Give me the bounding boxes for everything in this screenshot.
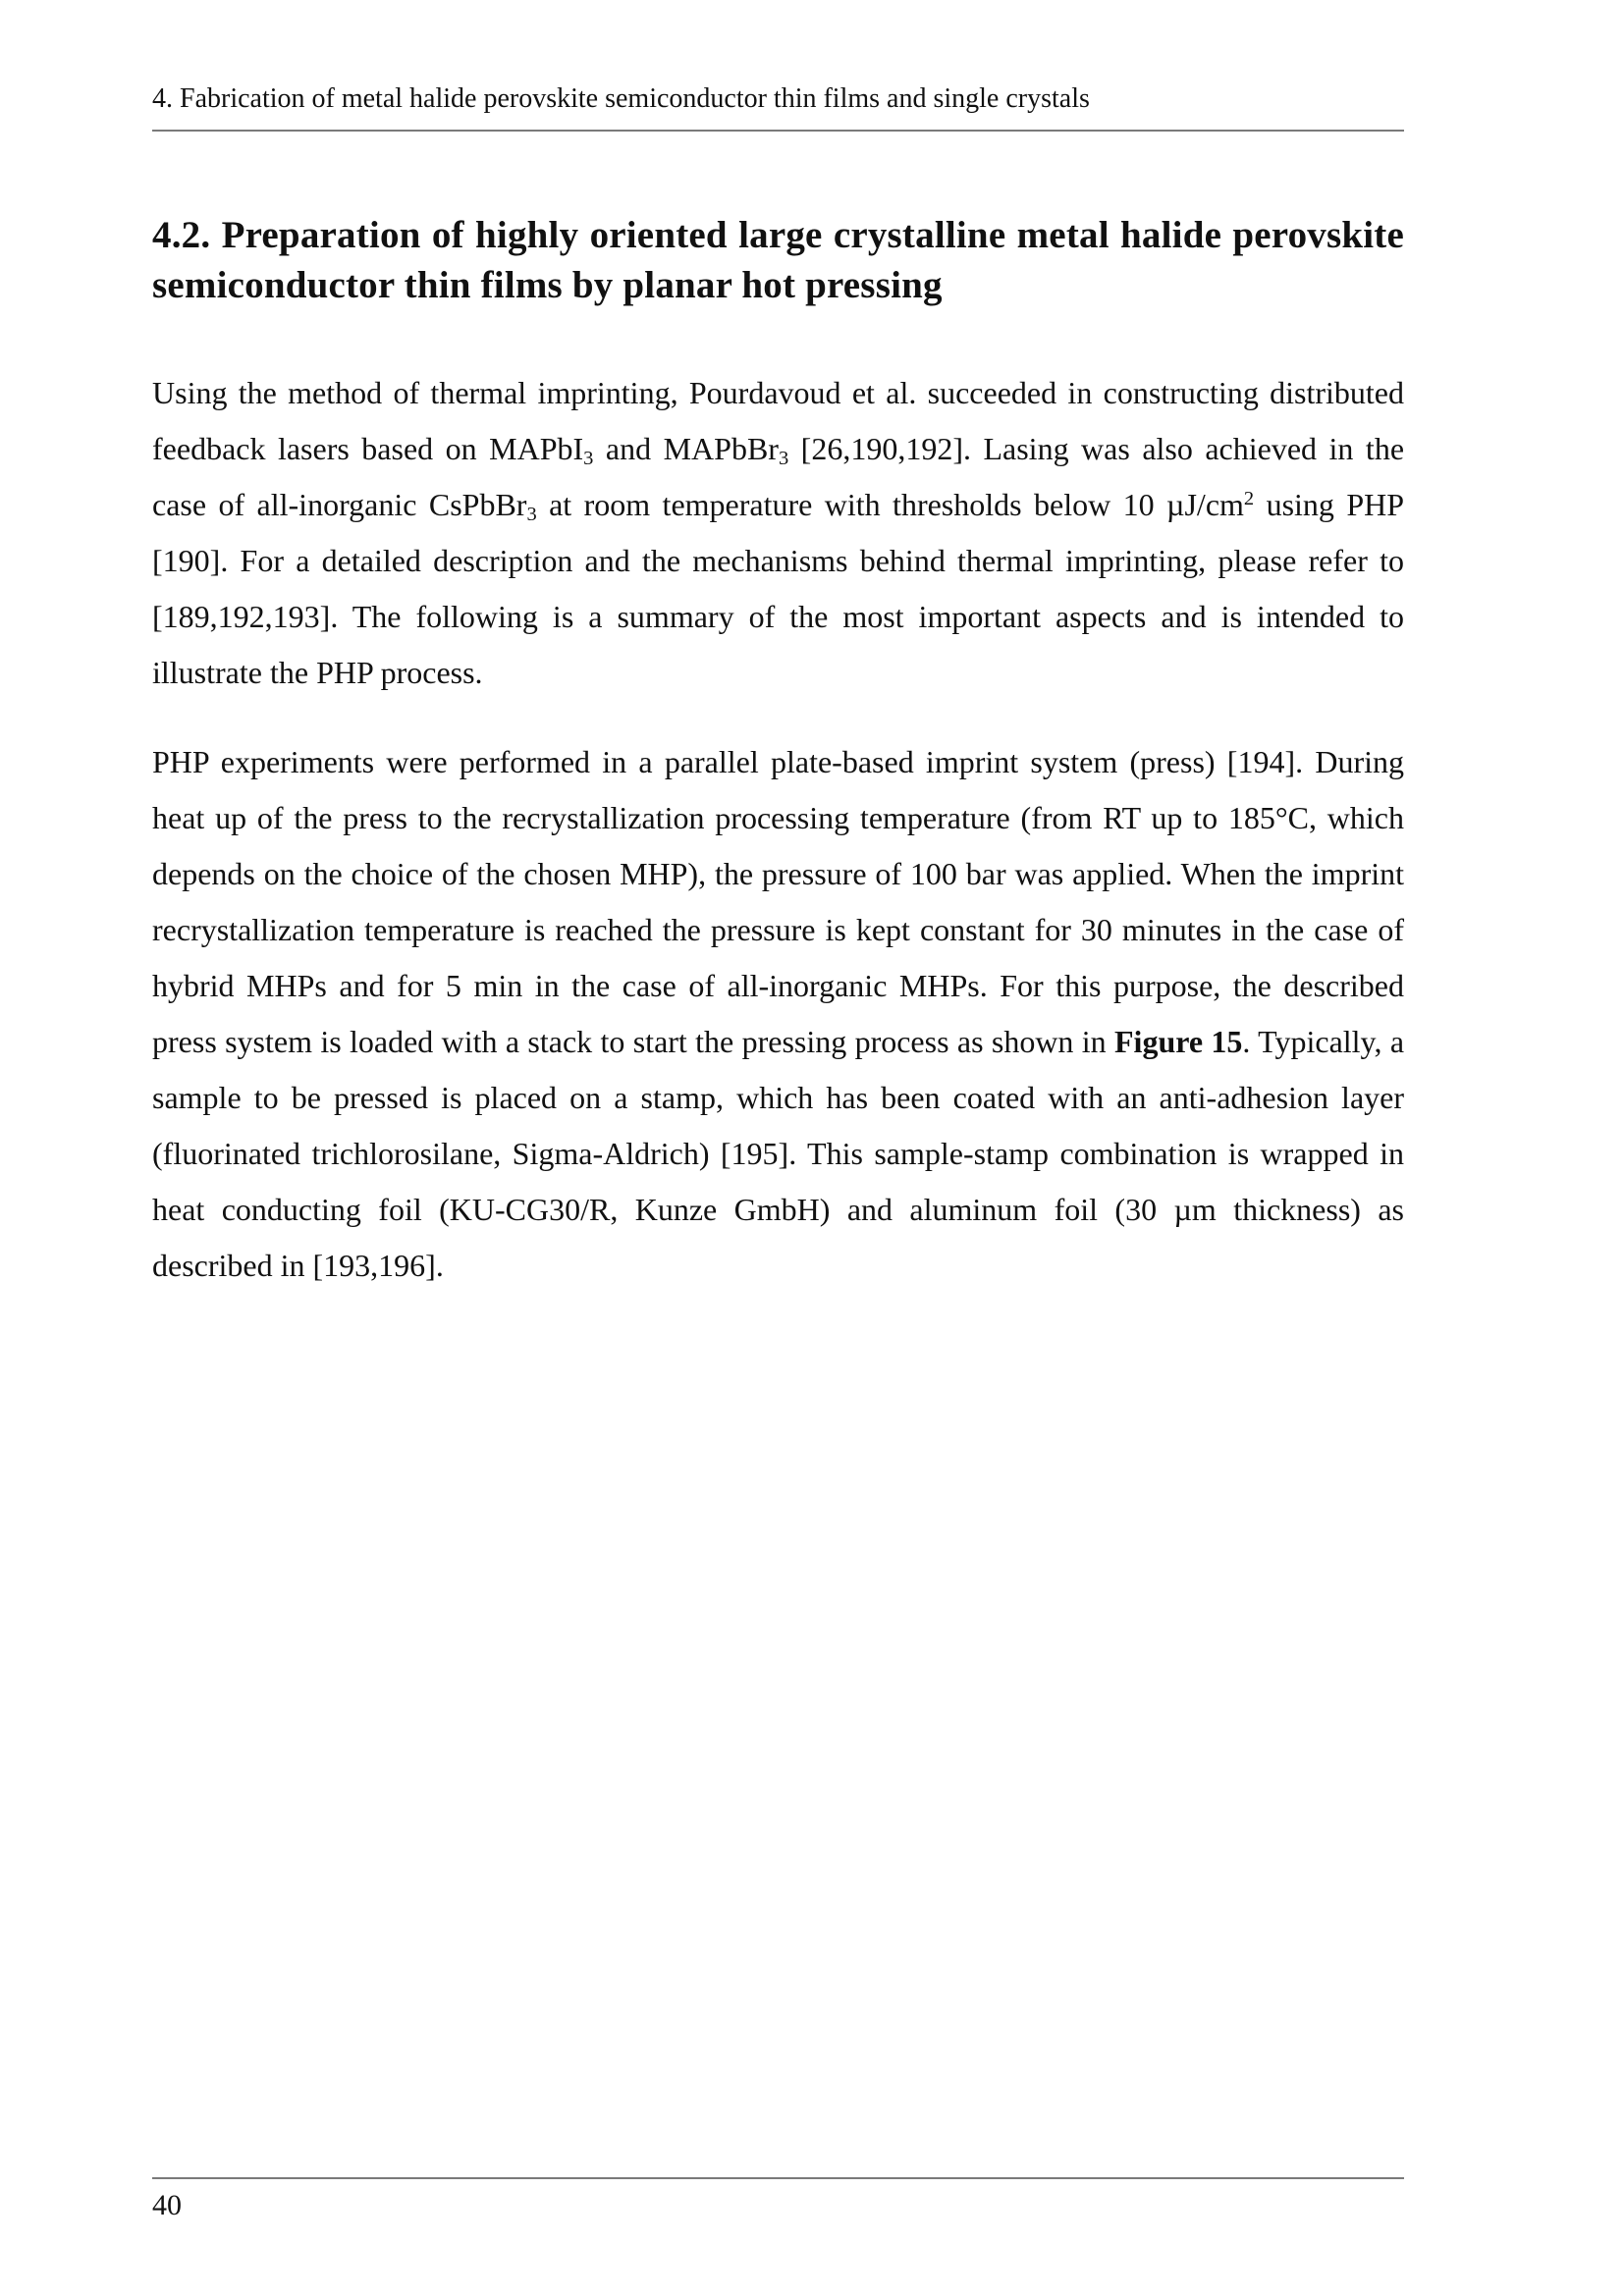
- text-segment: Figure 15: [1114, 1024, 1243, 1059]
- text-segment: PHP experiments were performed in a parallel plate-based imprint system (press) [194]. During heat up of the press to the recrystallization processing temperature (from RT up to 185°C, which depends on the choice of the chosen MHP), the pressure of 100 bar was applied. When the imprint recrystallization temperature is reached the pressure is kept constant for 30 minutes in the case of hybrid MHPs and for 5 min in the case of all-inorganic MHPs. For this purpose, the described press system is loaded with a stack to start the pressing process as shown in: [152, 744, 1404, 1059]
- text-segment: at room temperature with thresholds below 10 µJ/cm: [536, 487, 1244, 522]
- paragraph: [152, 365, 1404, 701]
- text-segment: and MAPbBr: [593, 431, 779, 466]
- text-segment: using PHP [190]. For a detailed description and the mechanisms behind thermal imprinting, please refer to [189,192,193]. The following is a summary of the most important aspects and is intended to illustrate the PHP process.: [152, 487, 1405, 690]
- text-segment: Using the method of thermal imprinting, Pourdavoud et al. succeeded in constructing distributed feedback lasers based on MAPbI: [152, 375, 1404, 466]
- text-segment: 2: [1243, 487, 1255, 509]
- text-segment: 3: [526, 504, 537, 526]
- running-header: 4. Fabrication of metal halide perovskite semiconductor thin films and single crystals: [152, 82, 1404, 132]
- text-segment: . Typically, a sample to be pressed is placed on a stamp, which has been coated with an anti-adhesion layer (fluorinated trichlorosilane, Sigma-Aldrich) [195]. This sample-stamp combination is wrapped in heat conducting foil (KU-CG30/R, Kunze GmbH) and aluminum foil (30 µm thickness) as described in [193,196].: [152, 1024, 1405, 1283]
- text-segment: [26,190,192]. Lasing was also achieved in the case of all-inorganic CsPbBr: [152, 431, 1405, 522]
- page-number: 40: [152, 2189, 182, 2221]
- section-heading: 4.2. Preparation of highly oriented large crystalline metal halide perovskite semiconductor thin films by planar hot pressing: [152, 214, 1404, 307]
- paragraph: [152, 734, 1404, 1294]
- document-body: [152, 365, 1404, 1327]
- footer-rule: [152, 2177, 1404, 2179]
- text-segment: 3: [583, 448, 594, 470]
- text-segment: 3: [778, 448, 789, 470]
